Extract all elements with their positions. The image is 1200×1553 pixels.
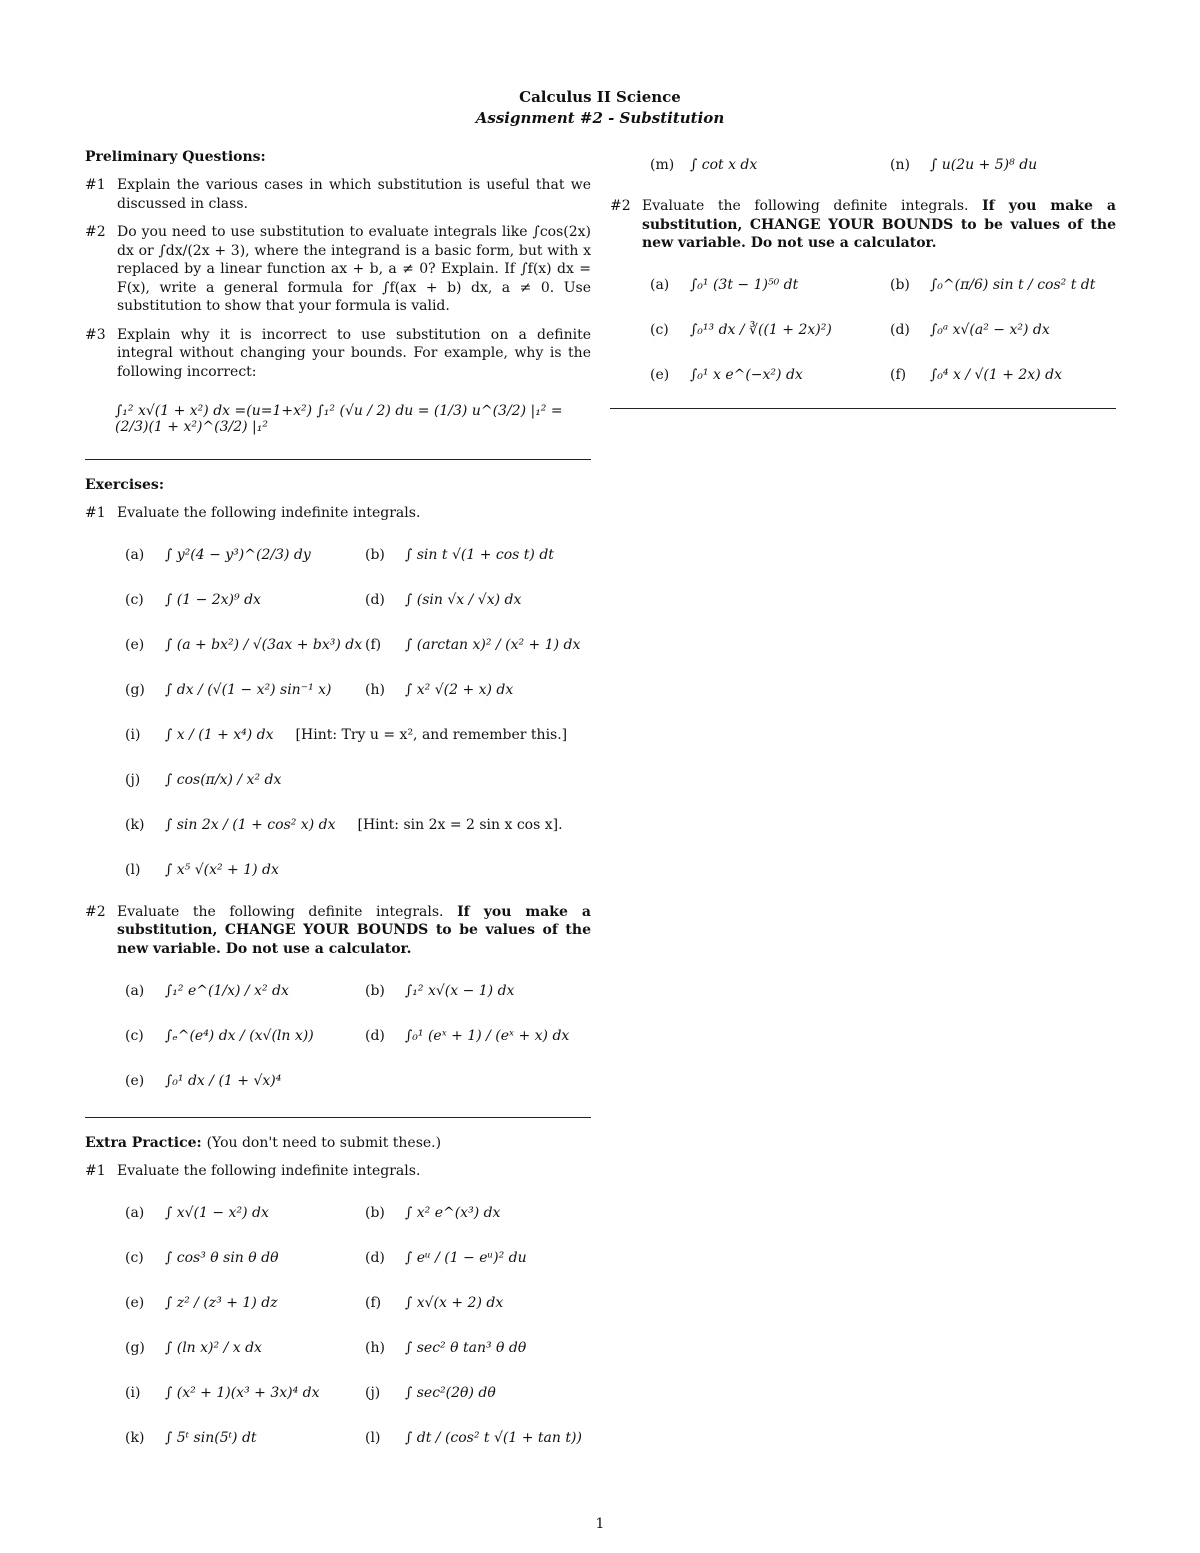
section-divider: [85, 459, 591, 460]
extra-1-grid: [125, 1191, 591, 1461]
assignment-title: Assignment #2 - Substitution: [475, 109, 725, 127]
integral-expression: ∫ (x² + 1)(x³ + 3x)⁴ dx: [165, 1385, 320, 1401]
integral-expression: ∫ y²(4 − y³)^(2/3) dy: [165, 547, 311, 563]
prelim-question-2: [85, 223, 591, 316]
question-text-bold: If you make a substitution, CHANGE YOUR BOUNDS to be values of the new variable. Do not use a calculator.: [117, 903, 591, 957]
right-question-2: [610, 197, 1116, 253]
extra-item-e: [125, 1281, 365, 1326]
section-divider: [85, 1117, 591, 1118]
extra-item-k: [125, 1416, 365, 1461]
item-label: (g): [125, 682, 145, 698]
item-label: (c): [125, 592, 144, 608]
item-label: (e): [125, 637, 145, 653]
item-label: (b): [365, 1205, 385, 1221]
question-text-plain: Evaluate the following definite integrals.: [642, 198, 969, 214]
integral-expression: ∫ 5ᵗ sin(5ᵗ) dt: [165, 1430, 257, 1446]
integral-expression: ∫₁² x√(x − 1) dx: [405, 982, 515, 999]
exercise-item-g: [125, 668, 365, 713]
section-divider: [610, 408, 1116, 409]
right-2-item-f: [890, 353, 1130, 398]
item-label: (h): [365, 1340, 385, 1356]
right-2-item-c: [650, 308, 890, 353]
item-label: (f): [365, 637, 382, 653]
exercise-item-f: [365, 623, 605, 668]
question-number: #2: [85, 903, 106, 920]
exercise-item-l: [125, 848, 605, 893]
question-number: #2: [610, 198, 631, 214]
prelim-question-1: [85, 176, 591, 213]
extra-item-c: [125, 1236, 365, 1281]
exercise-item-b: [365, 533, 605, 578]
exercise-2-item-a: [125, 968, 365, 1013]
integral-expression: ∫ (sin √x / √x) dx: [405, 592, 522, 608]
integral-expression: ∫ (a + bx²) / √(3ax + bx³) dx: [165, 637, 363, 653]
item-label: (d): [365, 1027, 385, 1044]
item-label: (i): [125, 727, 141, 743]
question-text: [117, 903, 591, 959]
item-label: (a): [125, 1205, 145, 1221]
integral-expression: ∫₀¹³ dx / ∛((1 + 2x)²): [690, 322, 832, 338]
integral-expression: ∫ₑ^(e⁴) dx / (x√(ln x)): [165, 1027, 314, 1044]
right-2-item-d: [890, 308, 1130, 353]
item-label: (i): [125, 1385, 141, 1401]
integral-expression: ∫ (arctan x)² / (x² + 1) dx: [405, 637, 581, 653]
right-column: [610, 148, 1116, 409]
exercise-item-k: [125, 803, 605, 848]
question-text: Do you need to use substitution to evaluate integrals like ∫cos(2x) dx or ∫dx/(2x + 3), where the integrand is a basic form, but with x replaced by a linear function ax + b, a ≠ 0? Explain. If ∫f(x) dx = F(x), write a general formula for ∫f(ax + b) dx, a ≠ 0. Use substitution to show that your formula is valid.: [117, 224, 591, 314]
integral-expression: ∫ x² e^(x³) dx: [405, 1205, 501, 1221]
right-2-grid: [650, 263, 1116, 398]
item-label: (m): [650, 156, 675, 173]
item-label: (e): [650, 367, 670, 383]
extra-item-l: [365, 1416, 605, 1461]
item-label: (k): [125, 817, 145, 833]
exercise-item-h: [365, 668, 605, 713]
extra-heading-text: Extra Practice:: [85, 1135, 202, 1151]
integral-expression: ∫ x⁵ √(x² + 1) dx: [165, 862, 279, 878]
exercises-heading: Exercises:: [85, 477, 164, 493]
question-number: #1: [85, 505, 106, 521]
question-text-bold: If you make a substitution, CHANGE YOUR BOUNDS to be values of the new variable. Do not use a calculator.: [642, 198, 1116, 251]
integral-expression: ∫ sec²(2θ) dθ: [405, 1385, 496, 1401]
item-label: (c): [125, 1027, 144, 1044]
item-label: (k): [125, 1430, 145, 1446]
item-label: (h): [365, 682, 385, 698]
item-label: (j): [125, 772, 141, 788]
question-text-plain: Evaluate the following definite integrals.: [117, 903, 444, 920]
integral-expression: ∫₀¹ (eˣ + 1) / (eˣ + x) dx: [405, 1027, 570, 1044]
extra-item-h: [365, 1326, 605, 1371]
integral-expression: ∫ x√(1 − x²) dx: [165, 1205, 269, 1221]
item-label: (e): [125, 1072, 145, 1089]
extra-item-i: [125, 1371, 365, 1416]
integral-expression: ∫ dx / (√(1 − x²) sin⁻¹ x): [165, 682, 332, 698]
page-number: 1: [595, 1516, 605, 1532]
integral-expression: ∫ (1 − 2x)⁹ dx: [165, 592, 261, 608]
item-label: (c): [125, 1250, 144, 1266]
integral-expression: ∫ cos³ θ sin θ dθ: [165, 1250, 279, 1266]
extra-item-j: [365, 1371, 605, 1416]
item-label: (d): [890, 322, 910, 338]
item-label: (l): [365, 1430, 381, 1446]
item-label: (f): [365, 1295, 382, 1311]
item-label: (g): [125, 1340, 145, 1356]
integral-expression: ∫₀¹ dx / (1 + √x)⁴: [165, 1072, 282, 1089]
integral-expression: ∫ cos(π/x) / x² dx: [165, 772, 282, 788]
exercise-2-item-c: [125, 1013, 365, 1058]
exercise-2-item-d: [365, 1013, 605, 1058]
exercise-2-grid: [125, 968, 591, 1103]
exercise-1-grid: [125, 533, 591, 893]
exercise-2-item-e: [125, 1058, 605, 1103]
question-number: #3: [85, 326, 106, 343]
prelim-question-3: [85, 326, 591, 382]
extra-item-g: [125, 1326, 365, 1371]
exercise-item-m: [650, 142, 890, 187]
integral-expression: ∫₀⁴ x / √(1 + 2x) dx: [930, 367, 1062, 383]
item-label: (e): [125, 1295, 145, 1311]
question-text: Evaluate the following indefinite integrals.: [117, 505, 421, 521]
exercise-item-n: [890, 142, 1130, 187]
item-label: (a): [125, 982, 145, 999]
question-number: #1: [85, 1163, 106, 1179]
item-label: (a): [125, 547, 145, 563]
integral-expression: ∫ (ln x)² / x dx: [165, 1340, 262, 1356]
item-label: (l): [125, 862, 141, 878]
extra-question-1: [85, 1162, 591, 1181]
item-label: (f): [890, 367, 907, 383]
question-number: #1: [85, 177, 106, 193]
question-text: Evaluate the following indefinite integrals.: [117, 1163, 421, 1179]
exercise-item-e: [125, 623, 365, 668]
exercise-question-1: [85, 504, 591, 523]
extra-item-d: [365, 1236, 605, 1281]
integral-expression: ∫ sec² θ tan³ θ dθ: [405, 1340, 527, 1356]
extra-item-f: [365, 1281, 605, 1326]
item-label: (b): [365, 982, 385, 999]
exercise-item-a: [125, 533, 365, 578]
exercise-item-d: [365, 578, 605, 623]
exercise-item-j: [125, 758, 605, 803]
question-text: Explain why it is incorrect to use substitution on a definite integral without changing your bounds. For example, why is the following incorrect:: [117, 326, 591, 380]
question-number: #2: [85, 224, 106, 240]
integral-expression: ∫₀¹ (3t − 1)⁵⁰ dt: [690, 277, 799, 293]
integral-expression: ∫ sin 2x / (1 + cos² x) dx: [165, 817, 336, 833]
item-label: (d): [365, 592, 385, 608]
hint-text: [Hint: sin 2x = 2 sin x cos x].: [357, 817, 563, 833]
example-formula: ∫₁² x√(1 + x²) dx =(u=1+x²) ∫₁² (√u / 2) du = (1/3) u^(3/2) |₁² = (2/3)(1 + x²)^(3/2) |₁²: [115, 403, 563, 435]
integral-expression: ∫₀ᵃ x√(a² − x²) dx: [930, 322, 1050, 338]
item-label: (n): [890, 156, 910, 173]
course-title: Calculus II Science: [519, 88, 681, 106]
hint-text: [Hint: Try u = x², and remember this.]: [295, 727, 568, 743]
item-label: (b): [365, 547, 385, 563]
integral-expression: ∫₀^(π/6) sin t / cos² t dt: [930, 277, 1096, 293]
question-text: [642, 197, 1116, 253]
preliminary-heading: Preliminary Questions:: [85, 149, 266, 165]
item-label: (b): [890, 277, 910, 293]
item-label: (d): [365, 1250, 385, 1266]
right-2-item-e: [650, 353, 890, 398]
question-text: Explain the various cases in which substitution is useful that we discussed in class.: [117, 177, 591, 212]
integral-expression: ∫ eᵘ / (1 − eᵘ)² du: [405, 1250, 527, 1266]
integral-expression: ∫ cot x dx: [690, 156, 758, 173]
integral-expression: ∫ dt / (cos² t √(1 + tan t)): [405, 1430, 582, 1446]
item-label: (a): [650, 277, 670, 293]
extra-item-a: [125, 1191, 365, 1236]
left-column: [85, 148, 591, 1471]
exercise-question-2: [85, 903, 591, 959]
item-label: (c): [650, 322, 669, 338]
integral-expression: ∫ x√(x + 2) dx: [405, 1295, 504, 1311]
exercise-2-item-b: [365, 968, 605, 1013]
item-label: (j): [365, 1385, 381, 1401]
integral-expression: ∫ x² √(2 + x) dx: [405, 682, 514, 698]
integral-expression: ∫ z² / (z³ + 1) dz: [165, 1295, 278, 1311]
exercise-item-i: [125, 713, 605, 758]
extra-item-b: [365, 1191, 605, 1236]
integral-expression: ∫ u(2u + 5)⁸ du: [930, 156, 1038, 173]
integral-expression: ∫ x / (1 + x⁴) dx: [165, 727, 274, 743]
extra-practice-heading: [85, 1134, 591, 1152]
right-2-item-b: [890, 263, 1130, 308]
exercise-item-c: [125, 578, 365, 623]
integral-expression: ∫₁² e^(1/x) / x² dx: [165, 982, 289, 999]
exercise-1-continued-grid: [650, 142, 1116, 187]
integral-expression: ∫₀¹ x e^(−x²) dx: [690, 367, 803, 383]
right-2-item-a: [650, 263, 890, 308]
integral-expression: ∫ sin t √(1 + cos t) dt: [405, 547, 554, 563]
extra-note: (You don't need to submit these.): [206, 1135, 442, 1151]
